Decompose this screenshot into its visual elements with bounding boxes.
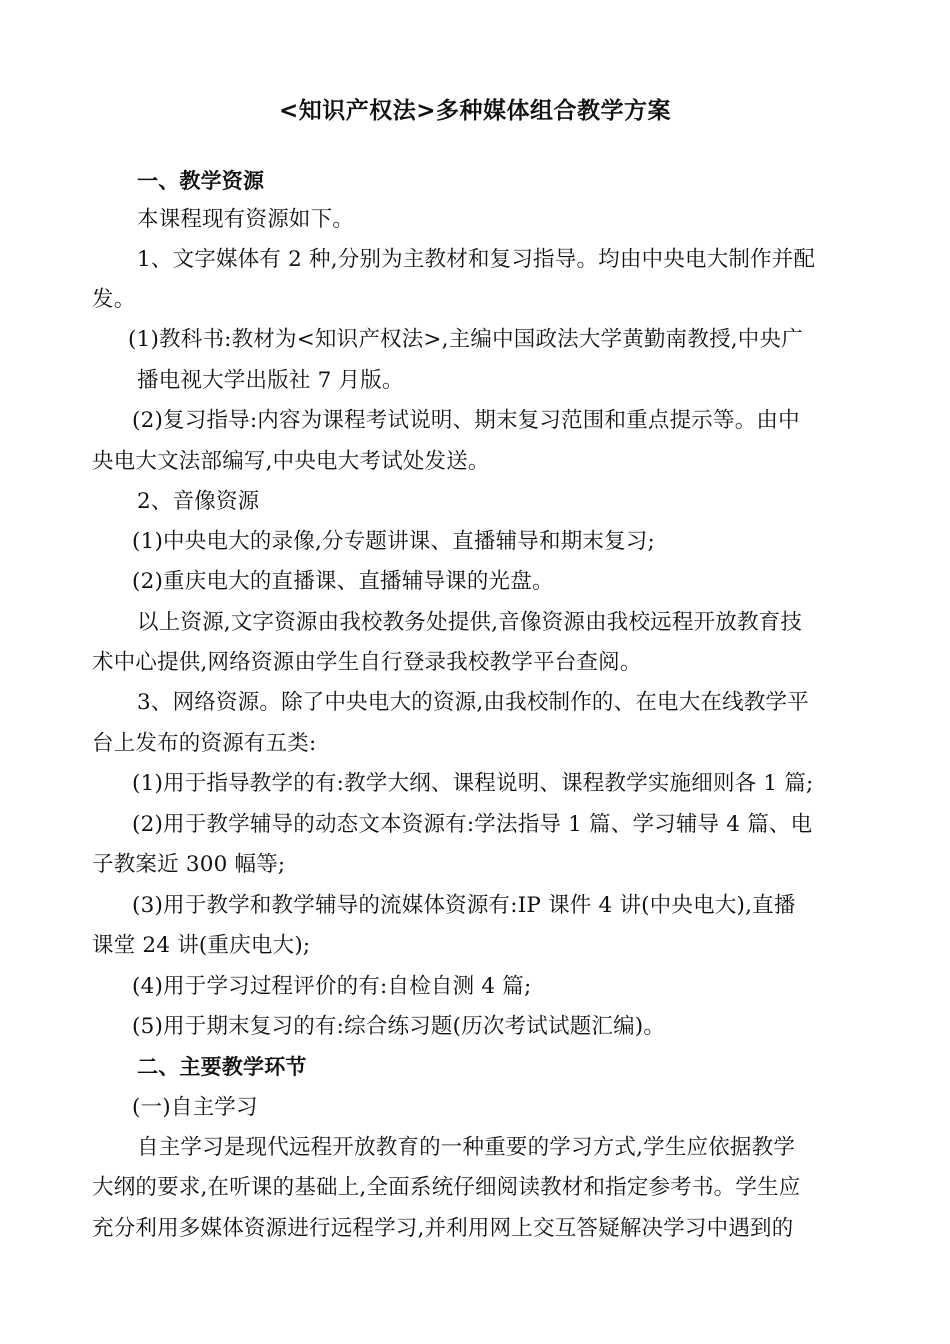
paragraph-line: 子教案近 300 幅等;: [92, 852, 286, 877]
paragraph-line: 1、文字媒体有 2 种,分别为主教材和复习指导。均由中央电大制作并配: [137, 247, 816, 272]
paragraph-line: (1)用于指导教学的有:教学大纲、课程说明、课程教学实施细则各 1 篇;: [132, 771, 814, 796]
paragraph-line: 发。: [92, 287, 136, 312]
paragraph-line: 自主学习是现代远程开放教育的一种重要的学习方式,学生应依据教学: [137, 1135, 796, 1160]
subsection-heading-self-study: (一)自主学习: [132, 1095, 258, 1120]
paragraph-line: (5)用于期末复习的有:综合练习题(历次考试试题汇编)。: [132, 1014, 666, 1039]
paragraph-line: 2、音像资源: [137, 489, 260, 514]
paragraph-line: 课堂 24 讲(重庆电大);: [92, 933, 311, 958]
paragraph-line: 术中心提供,网络资源由学生自行登录我校教学平台查阅。: [92, 650, 642, 675]
section-heading-main-teaching-steps: 二、主要教学环节: [137, 1055, 307, 1079]
paragraph-line: 大纲的要求,在听课的基础上,全面系统仔细阅读教材和指定参考书。学生应: [92, 1175, 801, 1200]
paragraph-line: (2)复习指导:内容为课程考试说明、期末复习范围和重点提示等。由中: [132, 408, 800, 433]
paragraph-line: 3、网络资源。除了中央电大的资源,由我校制作的、在电大在线教学平: [137, 690, 809, 715]
paragraph-line: 以上资源,文字资源由我校教务处提供,音像资源由我校远程开放教育技: [137, 610, 803, 635]
paragraph-line: 充分利用多媒体资源进行远程学习,并利用网上交互答疑解决学习中遇到的: [92, 1216, 794, 1241]
paragraph-line: 央电大文法部编写,中央电大考试处发送。: [92, 449, 490, 474]
paragraph-line: (1)教科书:教材为<知识产权法>,主编中国政法大学黄勤南教授,中央广: [128, 327, 803, 352]
paragraph-line: (2)重庆电大的直播课、直播辅导课的光盘。: [132, 569, 554, 594]
paragraph-line: (3)用于教学和教学辅导的流媒体资源有:IP 课件 4 讲(中央电大),直播: [132, 893, 796, 918]
paragraph-line: 本课程现有资源如下。: [137, 207, 355, 232]
paragraph-line: (1)中央电大的录像,分专题讲课、直播辅导和期末复习;: [132, 529, 655, 554]
paragraph-line: (4)用于学习过程评价的有:自检自测 4 篇;: [132, 974, 532, 999]
paragraph-line: (2)用于教学辅导的动态文本资源有:学法指导 1 篇、学习辅导 4 篇、电: [132, 812, 813, 837]
section-heading-teaching-resources: 一、教学资源: [137, 169, 265, 193]
document-title: <知识产权法>多种媒体组合教学方案: [278, 98, 672, 124]
paragraph-line: 台上发布的资源有五类:: [92, 731, 317, 756]
paragraph-line: 播电视大学出版社 7 月版。: [137, 368, 404, 393]
